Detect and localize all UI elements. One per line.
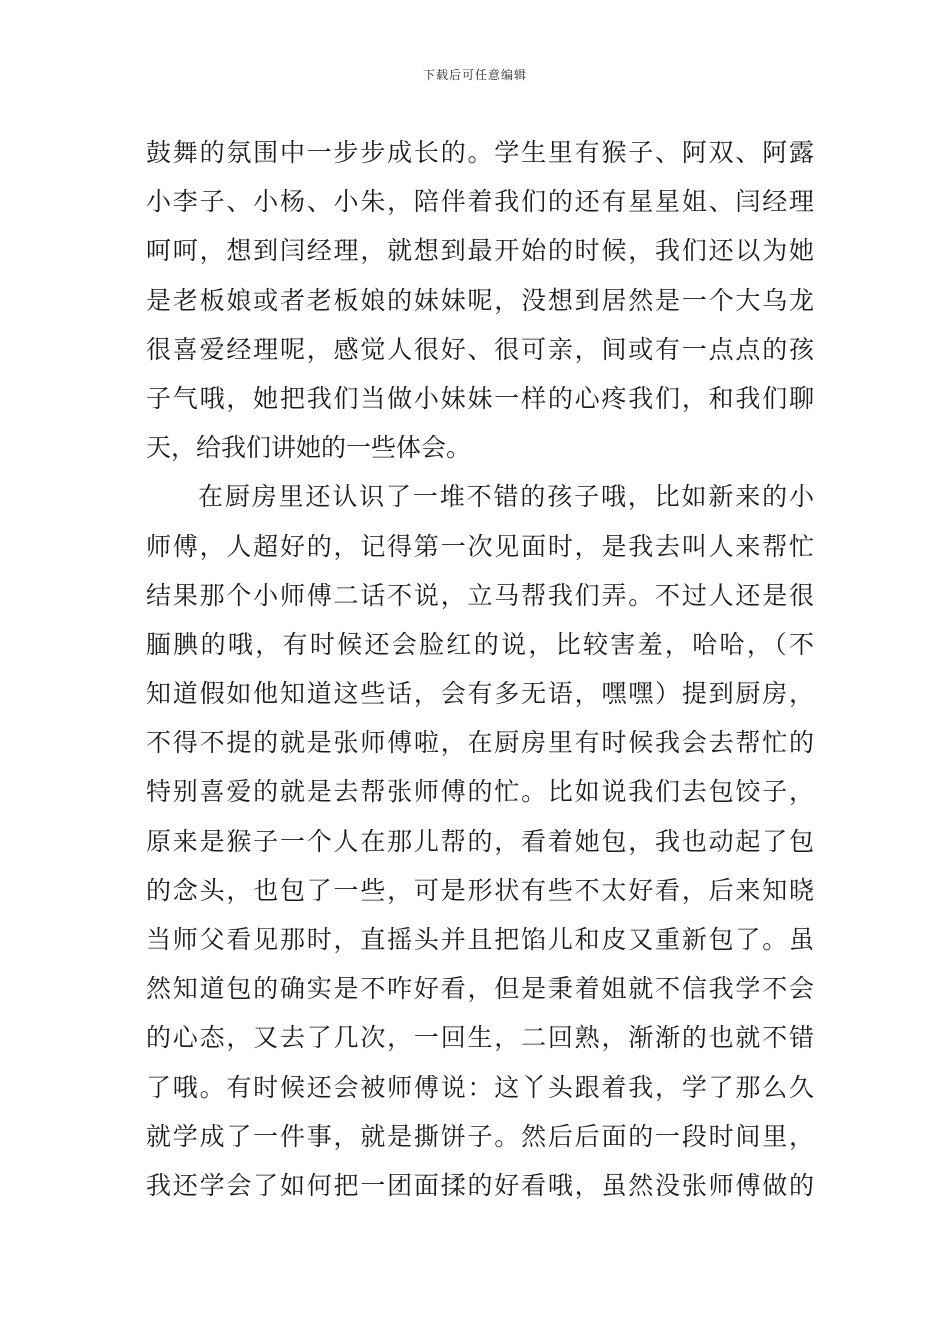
text-line: 的念头，也包了一些，可是形状有些不太好看，后来知晓 [146,875,814,905]
text-line: 鼓舞的氛围中一步步成长的。学生里有猴子、阿双、阿露 [146,138,814,167]
text-line: 是老板娘或者老板娘的妹妹呢，没想到居然是一个大乌龙 [146,285,814,315]
text-line: 特别喜爱的就是去帮张师傅的忙。比如说我们去包饺子， [146,777,814,807]
document-body [146,128,814,1210]
text-line: 不得不提的就是张师傅啦，在厨房里有时候我会去帮忙的 [146,728,814,758]
text-line: 天，给我们讲她的一些体会。 [146,433,472,463]
text-line: 了哦。有时候还会被师傅说：这丫头跟着我，学了那么久 [146,1072,814,1102]
paragraph [146,472,814,1210]
text-line: 很喜爱经理呢，感觉人很好、很可亲，间或有一点点的孩 [146,334,814,364]
text-line: 呵呵，想到闫经理，就想到最开始的时候，我们还以为她 [146,236,814,266]
text-line: 当师父看见那时，直摇头并且把馅儿和皮又重新包了。虽 [146,925,814,954]
text-line: 原来是猴子一个人在那儿帮的，看着她包，我也动起了包 [146,826,814,856]
paragraph [146,128,814,472]
page-header: 下载后可任意编辑 [422,68,527,82]
text-line: 结果那个小师傅二话不说，立马帮我们弄。不过人还是很 [146,580,814,610]
text-line: 师傅，人超好的，记得第一次见面时，是我去叫人来帮忙 [146,531,814,561]
text-line: 小李子、小杨、小朱，陪伴着我们的还有星星姐、闫经理 [146,187,814,217]
text-line: 的心态，又去了几次，一回生，二回熟，渐渐的也就不错 [146,1023,814,1053]
text-line: 知道假如他知道这些话，会有多无语，嘿嘿）提到厨房， [146,679,814,709]
text-line: 我还学会了如何把一团面揉的好看哦，虽然没张师傅做的 [146,1170,814,1200]
text-line: 腼腆的哦，有时候还会脸红的说，比较害羞，哈哈，（不 [146,629,814,659]
text-line: 然知道包的确实是不咋好看，但是秉着姐就不信我学不会 [146,974,814,1004]
text-line: 就学成了一件事，就是撕饼子。然后后面的一段时间里， [146,1121,814,1151]
text-line: 子气哦，她把我们当做小妹妹一样的心疼我们，和我们聊 [146,383,814,413]
text-line: 在厨房里还认识了一堆不错的孩子哦，比如新来的小 [198,482,814,512]
